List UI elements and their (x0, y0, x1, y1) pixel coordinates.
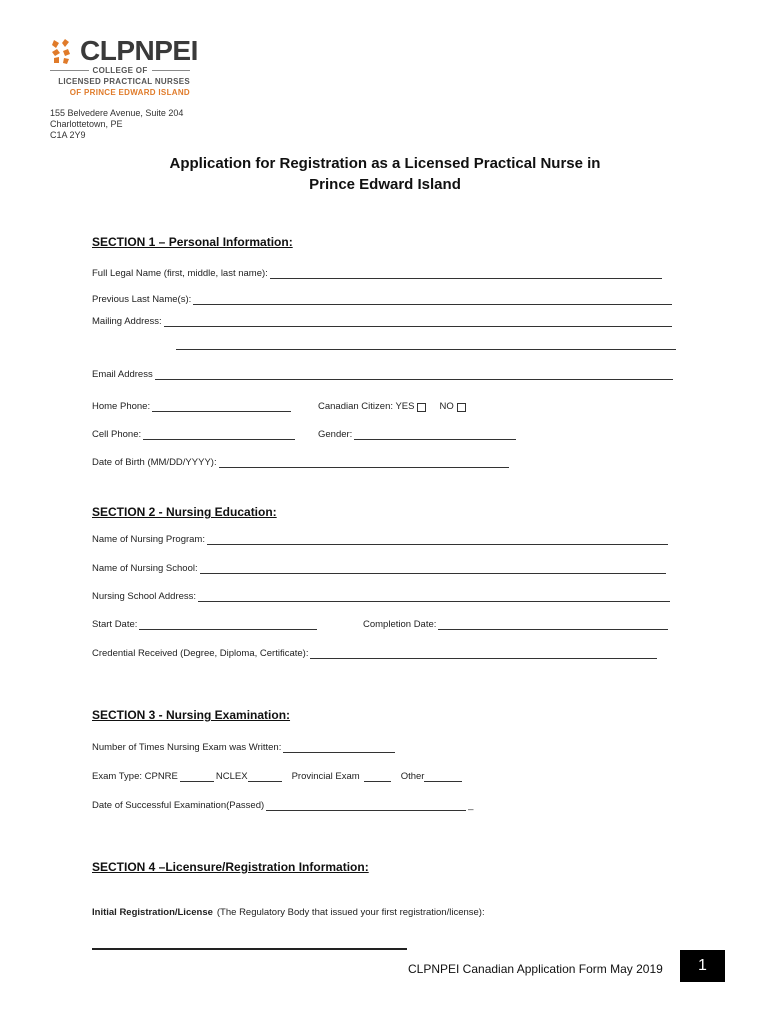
previous-name-label: Previous Last Name(s): (92, 294, 192, 305)
school-field[interactable] (92, 563, 666, 574)
college-line1: COLLEGE OF (92, 66, 148, 75)
previous-name-field[interactable] (92, 294, 672, 305)
address-line: C1A 2Y9 (50, 130, 86, 140)
school-label: Name of Nursing School: (92, 563, 198, 574)
email-field[interactable] (92, 369, 673, 380)
date-passed-input-line[interactable] (266, 801, 466, 811)
address-line: Charlottetown, PE (50, 119, 123, 129)
divider (152, 70, 191, 71)
previous-name-input-line[interactable] (193, 295, 672, 305)
completion-date-label: Completion Date: (363, 619, 437, 630)
citizen-field (318, 401, 466, 412)
dob-input-line[interactable] (219, 458, 509, 468)
school-address-label: Nursing School Address: (92, 591, 197, 602)
college-address (50, 108, 183, 141)
completion-date-input-line[interactable] (438, 620, 668, 630)
school-address-input-line[interactable] (198, 592, 670, 602)
logo-wordmark: CLPNPEI (80, 35, 198, 66)
mailing-address-line2[interactable] (176, 340, 676, 350)
home-phone-label: Home Phone: (92, 401, 151, 412)
page-number: 1 (680, 950, 725, 982)
dob-field[interactable] (92, 457, 509, 468)
credential-label: Credential Received (Degree, Diploma, Certificate): (92, 648, 309, 659)
clpnpei-logo-icon (50, 38, 78, 66)
full-name-field[interactable] (92, 268, 662, 279)
other-input-line[interactable] (424, 772, 462, 782)
citizen-no-label: NO (439, 401, 454, 412)
school-input-line[interactable] (200, 564, 666, 574)
footer-text: CLPNPEI Canadian Application Form May 2019 (408, 962, 663, 976)
section2-heading: SECTION 2 - Nursing Education: (92, 505, 277, 519)
footer-divider (92, 948, 407, 950)
title-line2: Prince Edward Island (309, 176, 461, 193)
full-name-label: Full Legal Name (first, middle, last name): (92, 268, 268, 279)
address-line: 155 Belvedere Avenue, Suite 204 (50, 108, 184, 118)
program-field[interactable] (92, 534, 668, 545)
email-label: Email Address (92, 369, 153, 380)
exam-type-label: Exam Type: CPNRE (92, 771, 178, 782)
gender-input-line[interactable] (354, 430, 516, 440)
program-label: Name of Nursing Program: (92, 534, 205, 545)
mailing-address-input-line[interactable] (164, 317, 672, 327)
cell-phone-field[interactable] (92, 429, 295, 440)
section1-heading: SECTION 1 – Personal Information: (92, 235, 293, 249)
document-title (90, 153, 680, 195)
times-written-label: Number of Times Nursing Exam was Written: (92, 742, 282, 753)
nclex-input-line[interactable] (248, 772, 282, 782)
home-phone-input-line[interactable] (152, 402, 291, 412)
section3-heading: SECTION 3 - Nursing Examination: (92, 708, 291, 722)
section4-heading: SECTION 4 –Licensure/Registration Information: (92, 860, 369, 874)
cell-phone-label: Cell Phone: (92, 429, 142, 440)
dob-label: Date of Birth (MM/DD/YYYY): (92, 457, 217, 468)
title-line1: Application for Registration as a Licensed Practical Nurse in (169, 155, 601, 172)
full-name-input-line[interactable] (270, 269, 662, 279)
provincial-label: Provincial Exam (291, 771, 360, 782)
mailing-address-field[interactable] (92, 316, 672, 327)
school-address-field[interactable] (92, 591, 670, 602)
program-input-line[interactable] (207, 535, 668, 545)
cell-phone-input-line[interactable] (143, 430, 295, 440)
date-passed-field[interactable] (92, 800, 473, 811)
cpnre-input-line[interactable] (180, 772, 214, 782)
mailing-address-label: Mailing Address: (92, 316, 162, 327)
credential-field[interactable] (92, 648, 657, 659)
start-date-field[interactable] (92, 619, 317, 630)
citizen-yes-checkbox[interactable] (417, 403, 426, 412)
college-line3: OF PRINCE EDWARD ISLAND (69, 88, 190, 97)
start-date-input-line[interactable] (139, 620, 317, 630)
nclex-label: NCLEX (215, 771, 248, 782)
email-input-line[interactable] (155, 370, 673, 380)
college-name (50, 66, 190, 97)
times-written-field[interactable] (92, 742, 395, 753)
initial-registration-label: Initial Registration/License (92, 907, 213, 918)
mailing-address-input-line2[interactable] (176, 340, 676, 350)
initial-registration-field (92, 907, 485, 918)
exam-type-field[interactable] (92, 771, 462, 782)
date-passed-label: Date of Successful Examination(Passed) (92, 800, 265, 811)
other-label: Other (400, 771, 425, 782)
divider (50, 70, 89, 71)
completion-date-field[interactable] (363, 619, 668, 630)
provincial-input-line[interactable] (364, 772, 391, 782)
citizen-no-checkbox[interactable] (457, 403, 466, 412)
gender-field[interactable] (318, 429, 516, 440)
credential-input-line[interactable] (310, 649, 657, 659)
start-date-label: Start Date: (92, 619, 138, 630)
gender-label: Gender: (318, 429, 353, 440)
date-passed-suffix: _ (468, 800, 474, 811)
college-line2: LICENSED PRACTICAL NURSES (58, 77, 190, 86)
home-phone-field[interactable] (92, 401, 291, 412)
citizen-label: Canadian Citizen: YES (318, 401, 415, 412)
times-written-input-line[interactable] (283, 743, 395, 753)
initial-registration-note: (The Regulatory Body that issued your first registration/license): (216, 907, 485, 918)
